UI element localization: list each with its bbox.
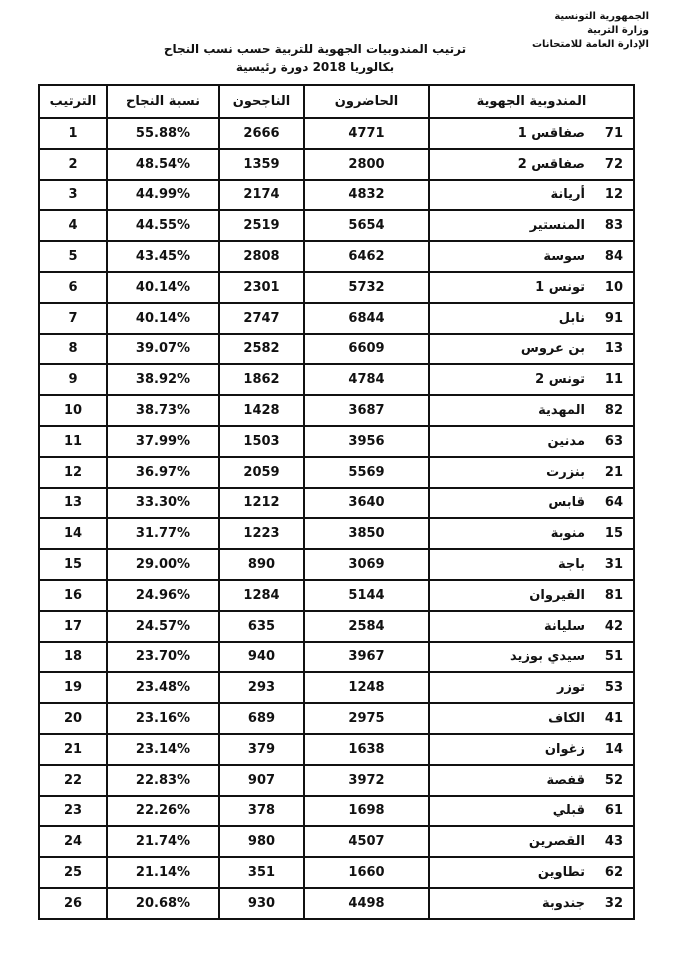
rate-cell: 31.77% [107,518,219,549]
rate-cell: 36.97% [107,457,219,488]
present-cell: 6844 [304,303,429,334]
passed-cell: 2174 [219,180,304,211]
region-cell [429,765,634,796]
results-table [38,84,635,920]
rate-cell: 21.14% [107,857,219,888]
rate-cell: 38.92% [107,364,219,395]
region-code: 32 [604,895,623,911]
region-code: 41 [604,711,623,727]
region-name: باجة [557,557,585,573]
rate-cell: 44.99% [107,180,219,211]
rank-cell: 10 [39,395,107,426]
region-cell [429,826,634,857]
region-code: 91 [604,310,623,326]
region-name: تونس 1 [535,279,585,295]
passed-cell: 1503 [219,426,304,457]
rate-cell: 29.00% [107,549,219,580]
passed-cell: 1428 [219,395,304,426]
table-row [39,857,634,888]
region-cell [429,395,634,426]
passed-cell: 2301 [219,272,304,303]
region-cell [429,334,634,365]
table-row [39,241,634,272]
region-code: 61 [604,803,623,819]
rate-cell: 43.45% [107,241,219,272]
rank-cell: 19 [39,672,107,703]
rate-cell: 21.74% [107,826,219,857]
present-cell: 4771 [304,118,429,149]
present-cell: 3640 [304,488,429,519]
table-row [39,118,634,149]
region-cell [429,303,634,334]
table-row [39,549,634,580]
region-cell [429,611,634,642]
region-cell [429,488,634,519]
present-cell: 3956 [304,426,429,457]
rate-cell: 40.14% [107,272,219,303]
region-name: نابل [558,310,585,326]
passed-cell: 378 [219,796,304,827]
rank-cell: 24 [39,826,107,857]
passed-cell: 1862 [219,364,304,395]
rank-cell: 4 [39,210,107,241]
region-cell [429,642,634,673]
region-code: 21 [604,464,623,480]
column-header-region: المندوبية الجهوية [429,85,634,118]
passed-cell: 351 [219,857,304,888]
present-cell: 4784 [304,364,429,395]
region-cell [429,149,634,180]
present-cell: 2800 [304,149,429,180]
rank-cell: 6 [39,272,107,303]
rank-cell: 16 [39,580,107,611]
table-row [39,518,634,549]
region-name: المهدية [538,403,585,419]
region-code: 10 [604,279,623,295]
rate-cell: 22.26% [107,796,219,827]
region-code: 72 [604,156,623,172]
rank-cell: 5 [39,241,107,272]
present-cell: 3069 [304,549,429,580]
passed-cell: 2582 [219,334,304,365]
present-cell: 1638 [304,734,429,765]
header-directorate: الإدارة العامة للامتحانات [531,39,649,50]
present-cell: 3967 [304,642,429,673]
region-code: 62 [604,865,623,881]
passed-cell: 2666 [219,118,304,149]
passed-cell: 293 [219,672,304,703]
region-cell [429,549,634,580]
region-code: 64 [604,495,623,511]
region-name: قابس [548,495,585,511]
passed-cell: 1284 [219,580,304,611]
present-cell: 4507 [304,826,429,857]
rank-cell: 20 [39,703,107,734]
ministry-header [532,10,649,52]
region-cell [429,734,634,765]
region-cell [429,118,634,149]
title-line-2: بكالوريا 2018 دورة رئيسية [235,60,395,74]
region-code: 43 [604,834,623,850]
table-row [39,580,634,611]
passed-cell: 689 [219,703,304,734]
region-name: توزر [557,680,585,696]
rank-cell: 2 [39,149,107,180]
rate-cell: 20.68% [107,888,219,919]
region-name: أريانة [550,187,585,203]
rank-cell: 11 [39,426,107,457]
region-code: 81 [604,587,623,603]
table-row [39,888,634,919]
table-row [39,642,634,673]
passed-cell: 2519 [219,210,304,241]
table-row [39,488,634,519]
rate-cell: 23.70% [107,642,219,673]
table-row [39,734,634,765]
table-row [39,395,634,426]
present-cell: 6609 [304,334,429,365]
present-cell: 2975 [304,703,429,734]
table-row [39,210,634,241]
table-row [39,303,634,334]
rank-cell: 15 [39,549,107,580]
region-name: الكاف [548,711,585,727]
rank-cell: 17 [39,611,107,642]
region-code: 11 [604,372,623,388]
region-cell [429,703,634,734]
present-cell: 3687 [304,395,429,426]
rate-cell: 38.73% [107,395,219,426]
region-name: مدنين [547,433,585,449]
table-row [39,180,634,211]
region-code: 15 [604,526,623,542]
table-row [39,149,634,180]
region-name: القيروان [529,587,585,603]
table-header-row [39,85,634,118]
region-code: 42 [604,618,623,634]
rate-cell: 44.55% [107,210,219,241]
rate-cell: 24.96% [107,580,219,611]
region-code: 51 [604,649,623,665]
rate-cell: 40.14% [107,303,219,334]
present-cell: 1698 [304,796,429,827]
region-name: القصرين [528,834,585,850]
rate-cell: 55.88% [107,118,219,149]
present-cell: 4832 [304,180,429,211]
region-name: سوسة [543,249,585,265]
passed-cell: 980 [219,826,304,857]
rank-cell: 7 [39,303,107,334]
rank-cell: 26 [39,888,107,919]
title-line-1: ترتيب المندوبيات الجهوية للتربية حسب نسب النجاح [163,42,467,56]
region-name: جندوبة [541,895,585,911]
table-body [39,118,634,919]
passed-cell: 1359 [219,149,304,180]
present-cell: 5144 [304,580,429,611]
region-cell [429,426,634,457]
rank-cell: 12 [39,457,107,488]
region-code: 52 [604,772,623,788]
table-row [39,334,634,365]
passed-cell: 2747 [219,303,304,334]
rank-cell: 21 [39,734,107,765]
table-row [39,611,634,642]
rank-cell: 8 [39,334,107,365]
present-cell: 2584 [304,611,429,642]
table-row [39,703,634,734]
column-header-present: الحاضرون [304,85,429,118]
header-republic: الجمهورية التونسية [554,11,649,22]
region-cell [429,518,634,549]
passed-cell: 2059 [219,457,304,488]
rank-cell: 25 [39,857,107,888]
region-code: 12 [604,187,623,203]
document-title [160,40,470,76]
passed-cell: 940 [219,642,304,673]
region-name: صفاقس 2 [517,156,585,172]
rate-cell: 23.14% [107,734,219,765]
region-cell [429,210,634,241]
region-code: 31 [604,557,623,573]
region-name: منوبة [550,526,585,542]
region-name: قبلي [552,803,585,819]
region-name: بنزرت [546,464,585,480]
column-header-passed: الناجحون [219,85,304,118]
present-cell: 3972 [304,765,429,796]
rank-cell: 13 [39,488,107,519]
region-name: تطاوين [537,865,585,881]
region-name: المنستير [529,218,585,234]
rate-cell: 24.57% [107,611,219,642]
present-cell: 5569 [304,457,429,488]
present-cell: 5732 [304,272,429,303]
rate-cell: 37.99% [107,426,219,457]
region-code: 13 [604,341,623,357]
region-name: تونس 2 [535,372,585,388]
region-name: سيدي بوزيد [510,649,585,665]
present-cell: 6462 [304,241,429,272]
region-cell [429,857,634,888]
region-code: 82 [604,403,623,419]
table-row [39,796,634,827]
region-code: 83 [604,218,623,234]
present-cell: 1248 [304,672,429,703]
table-row [39,364,634,395]
present-cell: 4498 [304,888,429,919]
region-name: قفصة [546,772,585,788]
passed-cell: 1212 [219,488,304,519]
present-cell: 3850 [304,518,429,549]
rank-cell: 1 [39,118,107,149]
present-cell: 5654 [304,210,429,241]
region-code: 63 [604,433,623,449]
column-header-rate: نسبة النجاح [107,85,219,118]
region-code: 71 [604,125,623,141]
table-row [39,765,634,796]
rate-cell: 23.16% [107,703,219,734]
region-cell [429,888,634,919]
region-cell [429,457,634,488]
rate-cell: 23.48% [107,672,219,703]
region-code: 53 [604,680,623,696]
rank-cell: 18 [39,642,107,673]
region-cell [429,364,634,395]
rank-cell: 23 [39,796,107,827]
passed-cell: 1223 [219,518,304,549]
region-name: سليانة [543,618,585,634]
present-cell: 1660 [304,857,429,888]
passed-cell: 930 [219,888,304,919]
rate-cell: 48.54% [107,149,219,180]
region-name: زغوان [544,741,585,757]
region-cell [429,672,634,703]
rank-cell: 14 [39,518,107,549]
region-name: بن عروس [520,341,585,357]
region-cell [429,796,634,827]
header-ministry: وزارة التربية [587,25,649,36]
region-code: 14 [604,741,623,757]
region-code: 84 [604,249,623,265]
rate-cell: 39.07% [107,334,219,365]
passed-cell: 635 [219,611,304,642]
region-name: صفاقس 1 [517,125,585,141]
passed-cell: 2808 [219,241,304,272]
passed-cell: 379 [219,734,304,765]
passed-cell: 890 [219,549,304,580]
region-cell [429,580,634,611]
rank-cell: 3 [39,180,107,211]
column-header-rank: الترتيب [39,85,107,118]
rank-cell: 22 [39,765,107,796]
rank-cell: 9 [39,364,107,395]
table-row [39,672,634,703]
rate-cell: 22.83% [107,765,219,796]
region-cell [429,272,634,303]
table-row [39,426,634,457]
table-row [39,272,634,303]
rate-cell: 33.30% [107,488,219,519]
region-cell [429,241,634,272]
passed-cell: 907 [219,765,304,796]
table-row [39,826,634,857]
region-cell [429,180,634,211]
table-row [39,457,634,488]
